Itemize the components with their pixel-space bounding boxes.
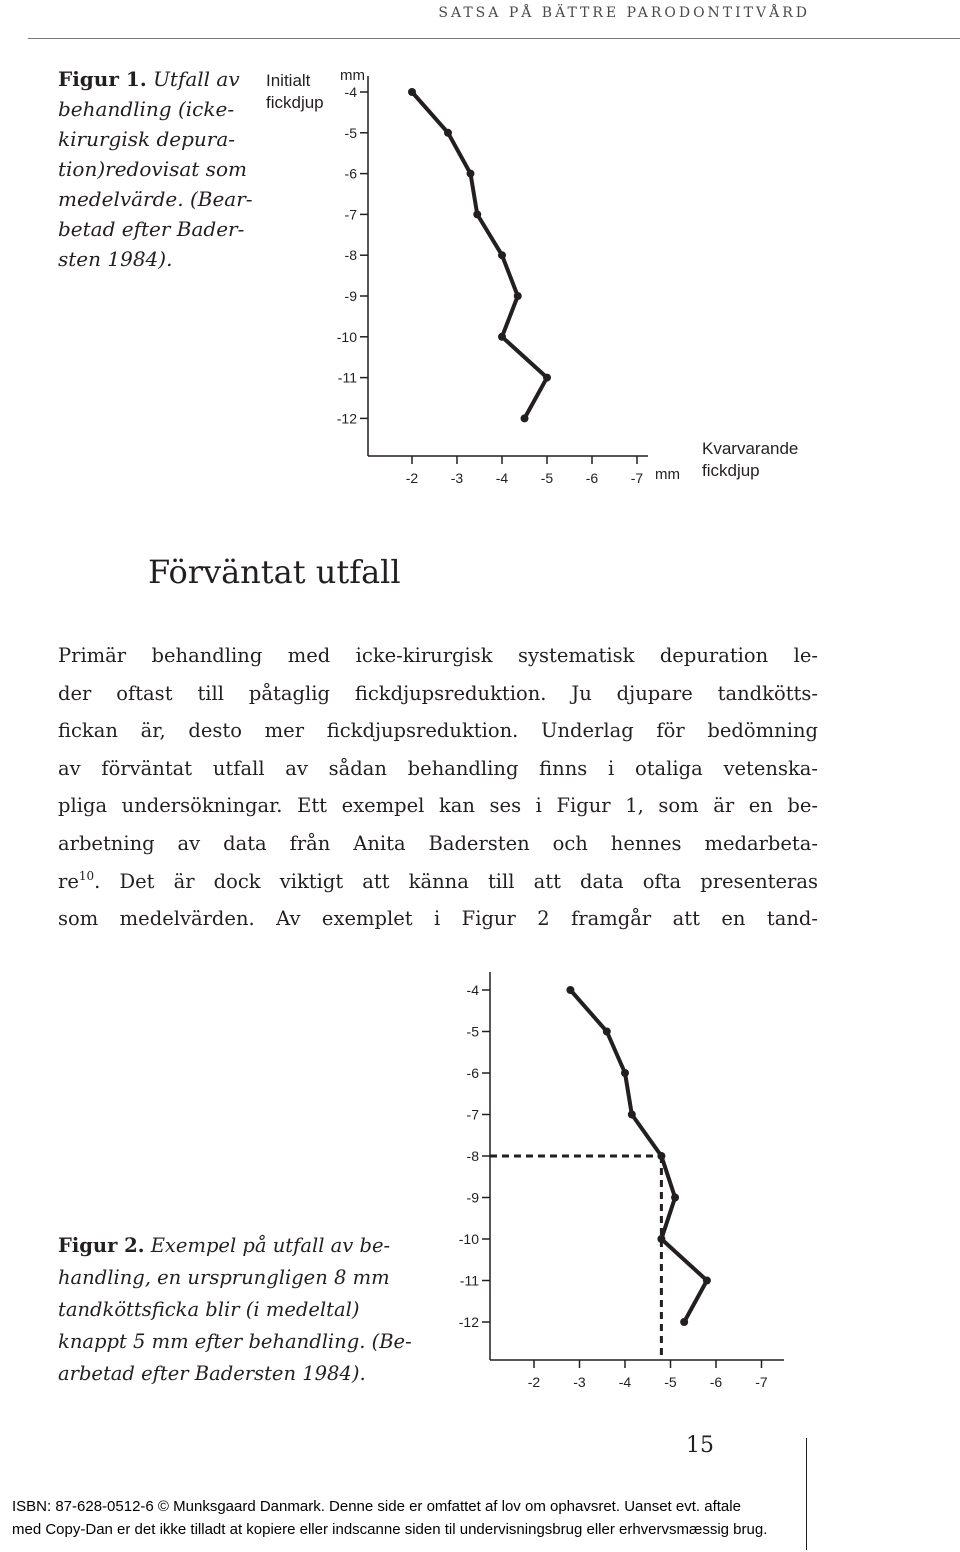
y-tick-label: -7: [466, 1106, 479, 1123]
y-tick-label: -9: [344, 288, 357, 304]
body-text-fragment: . Det är dock viktigt att känna till att data ofta presenteras: [94, 869, 818, 893]
x-tick-label: -3: [450, 470, 464, 486]
x-tick-label: -7: [755, 1374, 768, 1390]
x-tick-label: -5: [540, 470, 554, 486]
x-tick-label: -3: [573, 1374, 586, 1390]
data-point: [498, 333, 506, 341]
y-tick-label: -10: [336, 328, 357, 345]
data-point: [444, 129, 452, 137]
x-tick-label: -2: [405, 470, 419, 486]
running-title: SATSA PÅ BÄTTRE PARODONTITVÅRD: [438, 5, 810, 21]
footer-line: med Copy-Dan er det ikke tilladt at kopiere eller indscanne siden til undervisningsbrug eller erhvervsmæssig brug.: [12, 1521, 768, 1538]
data-point: [628, 1111, 636, 1119]
y-tick-label: -5: [344, 124, 357, 141]
data-point: [703, 1277, 711, 1285]
body-line: av förväntat utfall av sådan behandling finns i otaliga vetenska-: [58, 756, 818, 780]
reference-number: 10: [78, 868, 95, 883]
body-line: Primär behandling med icke-kirurgisk systematisk depuration le-: [58, 644, 818, 667]
x-tick-label: -5: [664, 1374, 677, 1390]
data-point: [498, 251, 506, 259]
data-point: [657, 1152, 665, 1160]
data-point: [603, 1028, 611, 1036]
figure1-caption-label: Figur 1.: [58, 67, 147, 91]
y-tick-label: -11: [337, 369, 357, 386]
y-tick-label: -6: [466, 1065, 479, 1081]
x-tick-label: -6: [585, 470, 599, 486]
figure1-x-unit: mm: [655, 466, 680, 483]
data-point: [566, 986, 574, 994]
y-tick-label: -11: [459, 1272, 479, 1289]
data-point: [473, 210, 481, 218]
x-tick-label: -2: [527, 1374, 541, 1390]
body-paragraph: [58, 637, 818, 938]
section-title: Förväntat utfall: [148, 553, 401, 591]
figure1-caption-line: kirurgisk depura-: [58, 127, 236, 151]
figure1-chart: [0, 0, 960, 500]
figure1-y-title-2: fickdjup: [266, 93, 324, 112]
data-point: [408, 88, 416, 96]
footer-line: ISBN: 87-628-0512-6 © Munksgaard Danmark. Denne side er omfattet af lov om ophavsret. Uanset evt. aftale: [12, 1498, 741, 1515]
data-point: [521, 414, 529, 422]
figure2-caption-label: Figur 2.: [58, 1234, 145, 1257]
x-tick-label: -4: [618, 1374, 632, 1390]
figure2-caption-line: tandköttsficka blir (i medeltal): [58, 1298, 360, 1321]
figure1-caption-line: tion)redovisat som: [58, 157, 247, 181]
body-line: der oftast till påtaglig fickdjupsreduktion. Ju djupare tandkötts-: [58, 681, 818, 705]
figure1-caption-line: medelvärde. (Bear-: [58, 187, 253, 211]
figure1-y-title-1: Initialt: [266, 71, 311, 90]
y-tick-label: -6: [344, 165, 357, 182]
y-tick-label: -12: [336, 410, 357, 427]
x-tick-label: -7: [630, 470, 644, 486]
y-tick-label: -4: [344, 84, 357, 100]
figure1-caption-line: betad efter Bader-: [58, 217, 245, 241]
body-line: som medelvärden. Av exemplet i Figur 2 framgår att en tand-: [58, 907, 818, 931]
figure1-x-title-1: Kvarvarande: [702, 439, 799, 458]
data-point: [621, 1069, 629, 1077]
figure2-caption-line: knappt 5 mm efter behandling. (Be-: [58, 1330, 412, 1353]
y-tick-label: -7: [344, 206, 357, 223]
figure1-y-unit: mm: [340, 67, 365, 84]
x-tick-label: -4: [495, 470, 509, 486]
figure1-x-title-2: fickdjup: [702, 461, 760, 480]
data-point: [657, 1235, 665, 1243]
x-tick-label: -6: [709, 1374, 723, 1390]
data-point: [671, 1194, 679, 1202]
y-tick-label: -12: [458, 1314, 479, 1330]
figure1-caption-line: behandling (icke-: [58, 97, 235, 121]
data-point: [680, 1318, 688, 1326]
figure2-caption: [58, 1230, 418, 1390]
data-point: [543, 374, 551, 382]
body-text-fragment: re: [58, 869, 79, 893]
series-line: [412, 92, 547, 418]
figure2-caption-line: Exempel på utfall av be-: [150, 1234, 391, 1257]
body-line: pliga undersökningar. Ett exempel kan ses i Figur 1, som är en be-: [58, 794, 818, 818]
data-point: [467, 170, 475, 178]
y-tick-label: -8: [466, 1148, 479, 1164]
y-tick-label: -8: [344, 247, 357, 264]
body-line: [58, 863, 818, 901]
y-tick-label: -9: [466, 1189, 479, 1206]
figure2-caption-line: handling, en ursprungligen 8 mm: [58, 1266, 390, 1289]
footer-rule: [806, 1438, 807, 1550]
y-tick-label: -5: [466, 1023, 479, 1040]
copyright-footer: [12, 1495, 767, 1541]
figure1-caption-line: Utfall av: [153, 67, 240, 91]
series-line: [570, 990, 707, 1322]
y-tick-label: -10: [458, 1231, 479, 1247]
figure2-caption-line: arbetad efter Badersten 1984).: [58, 1362, 366, 1385]
body-line: fickan är, desto mer fickdjupsreduktion. Underlag för bedömning: [58, 719, 818, 743]
y-tick-label: -4: [466, 982, 479, 998]
data-point: [514, 292, 522, 300]
body-line: arbetning av data från Anita Badersten och hennes medarbeta-: [58, 831, 818, 855]
page-number: 15: [686, 1433, 714, 1458]
figure1-caption-line: sten 1984).: [58, 247, 173, 271]
